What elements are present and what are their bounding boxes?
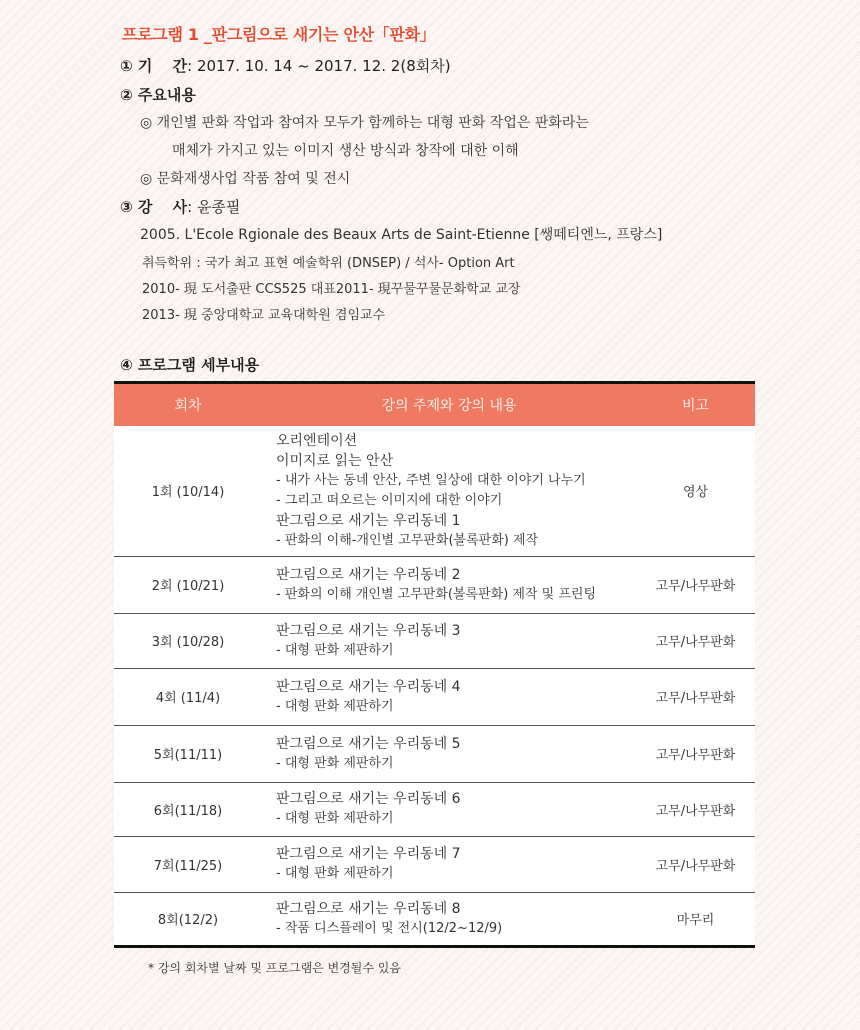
content-line: 판그림으로 새기는 우리동네 3 xyxy=(276,622,461,639)
contents-heading: ② 주요내용 xyxy=(120,86,196,104)
program-title: 프로그램 1 _판그림으로 새기는 안산「판화」 xyxy=(122,25,436,44)
header-round: 회차 xyxy=(114,383,262,427)
round-cell: 6회(11/18) xyxy=(114,782,262,836)
content-line: - 대형 판화 제판하기 xyxy=(276,811,394,826)
instructor-bio-line: 취득학위 : 국가 최고 표현 예술학위 (DNSEP) / 석사- Option Art xyxy=(142,256,515,271)
content-cell xyxy=(262,725,636,782)
note-cell: 영상 xyxy=(636,426,755,556)
contents-item-1: ◎ 개인별 판화 작업과 참여자 모두가 함께하는 대형 판화 작업은 판화라는 xyxy=(140,115,589,131)
note-cell: 마무리 xyxy=(676,913,715,928)
content-line: - 대형 판화 제판하기 xyxy=(276,755,394,771)
content-cell xyxy=(262,668,636,725)
round-cell: 4회 (11/4) xyxy=(114,668,262,725)
table-header-row xyxy=(114,383,755,427)
round-cell: 5회(11/11) xyxy=(114,725,262,782)
content-cell xyxy=(262,556,636,613)
content-cell xyxy=(262,836,636,892)
content-line: 판그림으로 새기는 우리동네 7 xyxy=(276,846,461,862)
content-line: - 대형 판화 제판하기 xyxy=(276,866,394,881)
content-line: 판그림으로 새기는 우리동네 2 xyxy=(276,566,461,583)
table-row xyxy=(114,556,755,613)
content-cell xyxy=(262,892,636,946)
content-line: 오리엔테이션 xyxy=(276,432,358,449)
content-line: - 판화의 이해 개인별 고무판화(볼록판화) 제작 및 프린팅 xyxy=(276,586,597,602)
instructor-bio-line: 2005. L'Ecole Rgionale des Beaux Arts de Saint-Etienne [쌩떼티엔느, 프랑스] xyxy=(140,227,663,243)
table-row xyxy=(114,613,755,668)
footnote: * 강의 회차별 날짜 및 프로그램은 변경될수 있음 xyxy=(148,961,401,975)
content-line: 판그림으로 새기는 우리동네 4 xyxy=(276,678,461,695)
table-row xyxy=(114,836,755,892)
table-row xyxy=(114,782,755,836)
content-line: - 그리고 떠오르는 이미지에 대한 이야기 xyxy=(276,492,503,508)
content-line: 판그림으로 새기는 우리동네 5 xyxy=(276,735,461,752)
table-row xyxy=(114,668,755,725)
note-cell: 고무/나무판화 xyxy=(636,725,755,782)
table-row xyxy=(114,892,755,946)
instructor-bio-line: 2013- 現 중앙대학교 교육대학원 겸임교수 xyxy=(142,308,386,323)
content-cell xyxy=(262,426,636,556)
content-line: - 작품 디스플레이 및 전시(12/2~12/9) xyxy=(276,920,503,936)
note-cell: 고무/나무판화 xyxy=(636,613,755,668)
period-value: : 2017. 10. 14 ~ 2017. 12. 2(8회차) xyxy=(187,57,451,75)
instructor-label: ③ 강 사 xyxy=(120,198,188,216)
contents-item-2: ◎ 문화재생사업 작품 참여 및 전시 xyxy=(140,171,351,187)
round-cell: 1회 (10/14) xyxy=(114,426,262,556)
period-label: ① 기 간 xyxy=(120,57,188,75)
instructor-name: : 윤종필 xyxy=(187,198,241,216)
content-line: 판그림으로 새기는 우리동네 6 xyxy=(276,791,461,807)
note-cell: 고무/나무판화 xyxy=(636,556,755,613)
round-cell: 7회(11/25) xyxy=(114,836,262,892)
content-cell xyxy=(262,782,636,836)
detail-heading: ④ 프로그램 세부내용 xyxy=(120,356,260,374)
round-cell: 2회 (10/21) xyxy=(114,556,262,613)
period-row xyxy=(120,55,451,76)
contents-item-1-cont: 매체가 가지고 있는 이미지 생산 방식과 창작에 대한 이해 xyxy=(172,143,519,159)
content-line: 이미지로 읽는 안산 xyxy=(276,452,394,469)
content-line: 판그림으로 새기는 우리동네 1 xyxy=(276,512,461,529)
round-cell: 8회(12/2) xyxy=(157,913,219,928)
content-line: - 내가 사는 동네 안산, 주변 일상에 대한 이야기 나누기 xyxy=(276,472,586,488)
content-line: - 판화의 이해-개인별 고무판화(볼록판화) 제작 xyxy=(276,532,539,548)
instructor-row xyxy=(120,196,240,217)
note-cell: 고무/나무판화 xyxy=(636,782,755,836)
content-line: - 대형 판화 제판하기 xyxy=(276,642,394,658)
table-row xyxy=(114,725,755,782)
content-line: 판그림으로 새기는 우리동네 8 xyxy=(276,900,461,917)
header-note: 비고 xyxy=(636,383,755,427)
program-schedule-table xyxy=(114,381,755,948)
note-cell: 고무/나무판화 xyxy=(636,836,755,892)
instructor-bio-line: 2010- 現 도서출판 CCS525 대표2011- 現꾸물꾸물문화학교 교장 xyxy=(142,282,521,297)
content-line: - 대형 판화 제판하기 xyxy=(276,698,394,714)
note-cell: 고무/나무판화 xyxy=(636,668,755,725)
content-cell xyxy=(262,613,636,668)
header-content: 강의 주제와 강의 내용 xyxy=(262,383,636,427)
table-row xyxy=(114,426,755,556)
round-cell: 3회 (10/28) xyxy=(114,613,262,668)
